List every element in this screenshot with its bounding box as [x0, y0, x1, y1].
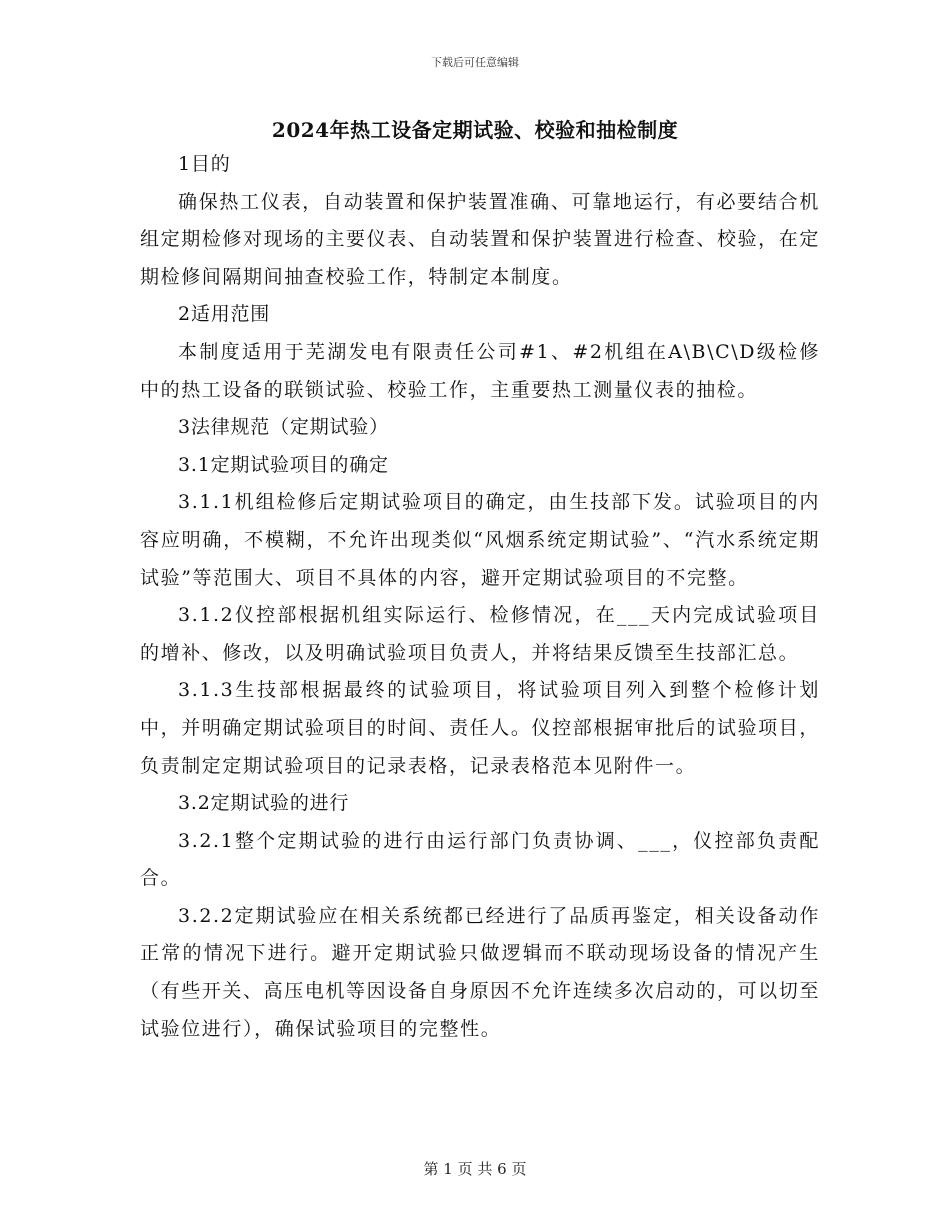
paragraph-3-1-1: 3.1.1机组检修后定期试验项目的确定，由生技部下发。试验项目的内容应明确，不模糊，不允许出现类似“风烟系统定期试验”、“汽水系统定期试验”等范围大、项目不具体的内容，避开定期试验项目的不完整。	[140, 491, 820, 589]
paragraph-3-1-2: 3.1.2仪控部根据机组实际运行、检修情况，在___天内完成试验项目的增补、修改，以及明确试验项目负责人，并将结果反馈至生技部汇总。	[140, 604, 820, 664]
paragraph-scope: 本制度适用于芜湖发电有限责任公司#1、#2机组在A\B\C\D级检修中的热工设备的联锁试验、校验工作，主重要热工测量仪表的抽检。	[140, 340, 820, 401]
document-title: 2024年热工设备定期试验、校验和抽检制度	[271, 118, 679, 142]
paragraph-3-2-2: 3.2.2定期试验应在相关系统都已经进行了品质再鉴定，相关设备动作正常的情况下进行。避开定期试验只做逻辑而不联动现场设备的情况产生（有些开关、高压电机等因设备自身原因不允许连续多次启动的，可以切至试验位进行），确保试验项目的完整性。	[140, 904, 820, 1040]
section-heading-regulations: 3法律规范（定期试验）	[178, 416, 389, 439]
paragraph-3-2-1: 3.2.1整个定期试验的进行由运行部门负责协调、___，仪控部负责配合。	[140, 829, 820, 890]
section-heading-scope: 2适用范围	[178, 303, 271, 326]
document-body	[140, 146, 820, 1048]
subsection-heading-3-2: 3.2定期试验的进行	[178, 792, 350, 815]
page-header-note: 下载后可任意编辑	[431, 56, 519, 69]
section-heading-purpose: 1目的	[178, 153, 231, 175]
page-number-footer: 第 1 页 共 6 页	[423, 1160, 527, 1178]
paragraph-3-1-3: 3.1.3生技部根据最终的试验项目，将试验项目列入到整个检修计划中，并明确定期试验项目的时间、责任人。仪控部根据审批后的试验项目，负责制定定期试验项目的记录表格，记录表格范本见附件一。	[140, 679, 820, 777]
subsection-heading-3-1: 3.1定期试验项目的确定	[178, 453, 389, 476]
paragraph-purpose: 确保热工仪表，自动装置和保护装置准确、可靠地运行，有必要结合机组定期检修对现场的主要仪表、自动装置和保护装置进行检查、校验，在定期检修间隔期间抽查校验工作，特制定本制度。	[140, 190, 820, 288]
